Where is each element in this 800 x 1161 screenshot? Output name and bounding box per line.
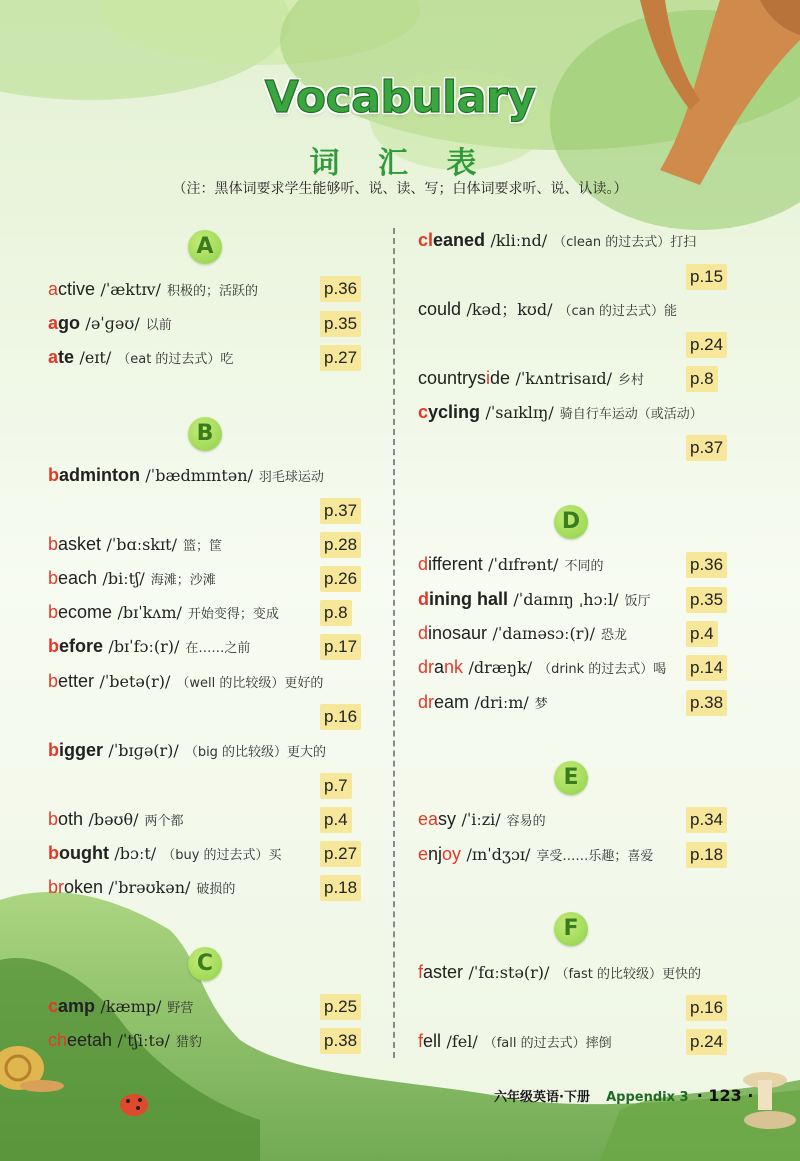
page-ref: p.38 [686,690,727,716]
page-ref: p.8 [320,600,352,626]
usage-note: （注：黑体词要求学生能够听、说、读、写；白体词要求听、说、认读。） [172,181,628,197]
meaning: 容易的 [506,814,546,829]
meaning: 恐龙 [601,628,628,643]
meaning: 羽毛球运动 [258,470,324,485]
meaning: （buy 的过去式）买 [162,848,282,863]
entry-countryside [418,367,644,392]
page-ref: p.25 [320,994,361,1020]
entry-both [48,808,184,833]
word: before [48,636,104,656]
meaning: 野营 [167,1001,194,1016]
word: cleaned [418,230,486,250]
section-letter-b: B [188,417,222,451]
page-ref: p.34 [686,807,727,833]
word: ate [48,347,75,367]
entry-cheetah [48,1029,202,1054]
page-ref: p.36 [686,552,727,578]
page-number: · 123 · [696,1086,754,1105]
word: easy [418,809,457,829]
meaning: 破损的 [196,882,236,897]
phonetic: /ˈdaɪnəsɔː(r)/ [492,624,596,643]
page-ref: p.28 [320,532,361,558]
phonetic: /eɪt/ [79,348,112,367]
meaning: （can 的过去式）能 [558,304,677,319]
word: drank [418,657,464,677]
entry-before [48,635,250,660]
column-divider [393,228,395,1058]
section-letter-d: D [554,505,588,539]
meaning: 猎豹 [175,1035,202,1050]
page-subtitle: 词 汇 表 [309,146,491,181]
meaning: 在……之前 [185,641,251,656]
entry-cycling [418,401,703,426]
section-letter-a: A [188,230,222,264]
entry-fell [418,1030,612,1055]
meaning: 两个都 [144,814,184,829]
phonetic: /kæmp/ [100,997,162,1016]
entry-different [418,553,603,578]
meaning: （well 的比较级）更好的 [176,676,324,691]
entry-camp [48,995,193,1020]
page-ref: p.35 [686,587,727,613]
word: better [48,671,95,691]
entry-better [48,670,323,695]
phonetic: /ˈiːzi/ [461,810,501,829]
page-ref: p.8 [686,366,718,392]
page-footer [494,1086,753,1105]
page-ref: p.37 [320,498,361,524]
meaning: 骑自行车运动（或活动） [559,407,703,422]
phonetic: /ˈbɪɡə(r)/ [108,741,179,760]
phonetic: /kliːnd/ [490,231,548,250]
meaning: 饭厅 [624,594,651,609]
word: fell [418,1031,442,1051]
word: badminton [48,465,140,485]
page-ref: p.7 [320,773,352,799]
meaning: （eat 的过去式）吃 [117,352,234,367]
word: cycling [418,402,481,422]
word: camp [48,996,96,1016]
entry-faster [418,961,701,986]
page-ref: p.16 [686,995,727,1021]
page-ref: p.4 [320,807,352,833]
page-ref: p.27 [320,841,361,867]
entry-dinosaur [418,622,627,647]
phonetic: /əˈɡəʊ/ [85,314,140,333]
page-ref: p.24 [686,332,727,358]
section-letter-f: F [554,912,588,946]
word: could [418,299,462,319]
phonetic: /dræŋk/ [468,658,533,677]
page-ref: p.27 [320,345,361,371]
meaning: 篮；筐 [182,539,222,554]
page-ref: p.4 [686,621,718,647]
phonetic: /bɪˈkʌm/ [117,603,182,622]
phonetic: /ˈsaɪklɪŋ/ [485,403,554,422]
meaning: 积极的；活跃的 [166,284,258,299]
word: bigger [48,740,104,760]
meaning: （drink 的过去式）喝 [538,662,667,677]
entry-drank [418,656,666,681]
section-letter-e: E [554,761,588,795]
page-ref: p.15 [686,264,727,290]
meaning: （clean 的过去式）打扫 [553,235,697,250]
phonetic: /ˈkʌntrisaɪd/ [515,369,612,388]
word: active [48,279,96,299]
entry-active [48,278,258,303]
section-letter-c: C [188,947,222,981]
phonetic: /ˈbetə(r)/ [99,672,171,691]
entry-dream [418,691,548,716]
phonetic: /bəʊθ/ [88,810,139,829]
word: ago [48,313,81,333]
word: become [48,602,113,622]
phonetic: /ˈtʃiːtə/ [117,1031,170,1050]
meaning: 开始变得；变成 [187,607,279,622]
page-ref: p.38 [320,1028,361,1054]
entry-beach [48,567,216,592]
entry-dining-hall [418,588,650,613]
page-title: Vocabulary [264,72,536,123]
meaning: 乡村 [618,373,645,388]
meaning: （fall 的过去式）摔倒 [483,1036,612,1051]
word: beach [48,568,98,588]
meaning: 以前 [145,318,172,333]
word: dining hall [418,589,508,609]
entry-cleaned [418,229,696,254]
phonetic: /ˈbædmɪntən/ [145,466,253,485]
phonetic: /driːm/ [474,693,529,712]
phonetic: /ˈæktɪv/ [100,280,161,299]
meaning: 不同的 [564,559,604,574]
word: faster [418,962,464,982]
entry-badminton [48,464,324,489]
meaning: （fast 的比较级）更快的 [555,967,701,982]
phonetic: /ˈbɑːskɪt/ [106,535,177,554]
phonetic: /kəd；kʊd/ [466,300,553,319]
page-ref: p.16 [320,704,361,730]
page-ref: p.14 [686,655,727,681]
entry-basket [48,533,222,558]
word: enjoy [418,844,462,864]
page-ref: p.18 [320,875,361,901]
page-ref: p.18 [686,842,727,868]
phonetic: /ˈdɪfrənt/ [488,555,559,574]
book-title: 六年级英语·下册 [494,1090,590,1105]
word: countryside [418,368,511,388]
phonetic: /bɪˈfɔː(r)/ [108,637,180,656]
meaning: 享受……乐趣；喜爱 [536,849,654,864]
word: dinosaur [418,623,488,643]
word: different [418,554,483,574]
entry-become [48,601,279,626]
word: bought [48,843,109,863]
entry-broken [48,876,235,901]
page-ref: p.17 [320,634,361,660]
meaning: （big 的比较级）更大的 [184,745,327,760]
phonetic: /biːtʃ/ [102,569,145,588]
page-ref: p.36 [320,276,361,302]
appendix-label: Appendix 3 [606,1090,689,1105]
word: dream [418,692,470,712]
meaning: 梦 [534,697,548,712]
word: basket [48,534,102,554]
entry-bought [48,842,282,867]
phonetic: /ˈfɑːstə(r)/ [468,963,550,982]
phonetic: /bɔːt/ [114,844,157,863]
phonetic: /ˈdaɪnɪŋ ˌhɔːl/ [513,590,619,609]
word: both [48,809,84,829]
entry-could [418,298,677,323]
entry-easy [418,808,546,833]
phonetic: /ˈbrəʊkən/ [108,878,191,897]
phonetic: /ɪnˈdʒɔɪ/ [466,845,531,864]
entry-ago [48,312,172,337]
entry-ate [48,346,233,371]
word: cheetah [48,1030,113,1050]
page-ref: p.37 [686,435,727,461]
page-ref: p.26 [320,566,361,592]
phonetic: /fel/ [446,1032,478,1051]
entry-bigger [48,739,326,764]
entry-enjoy [418,843,653,868]
page-ref: p.35 [320,311,361,337]
meaning: 海滩；沙滩 [150,573,216,588]
word: broken [48,877,104,897]
page-ref: p.24 [686,1029,727,1055]
